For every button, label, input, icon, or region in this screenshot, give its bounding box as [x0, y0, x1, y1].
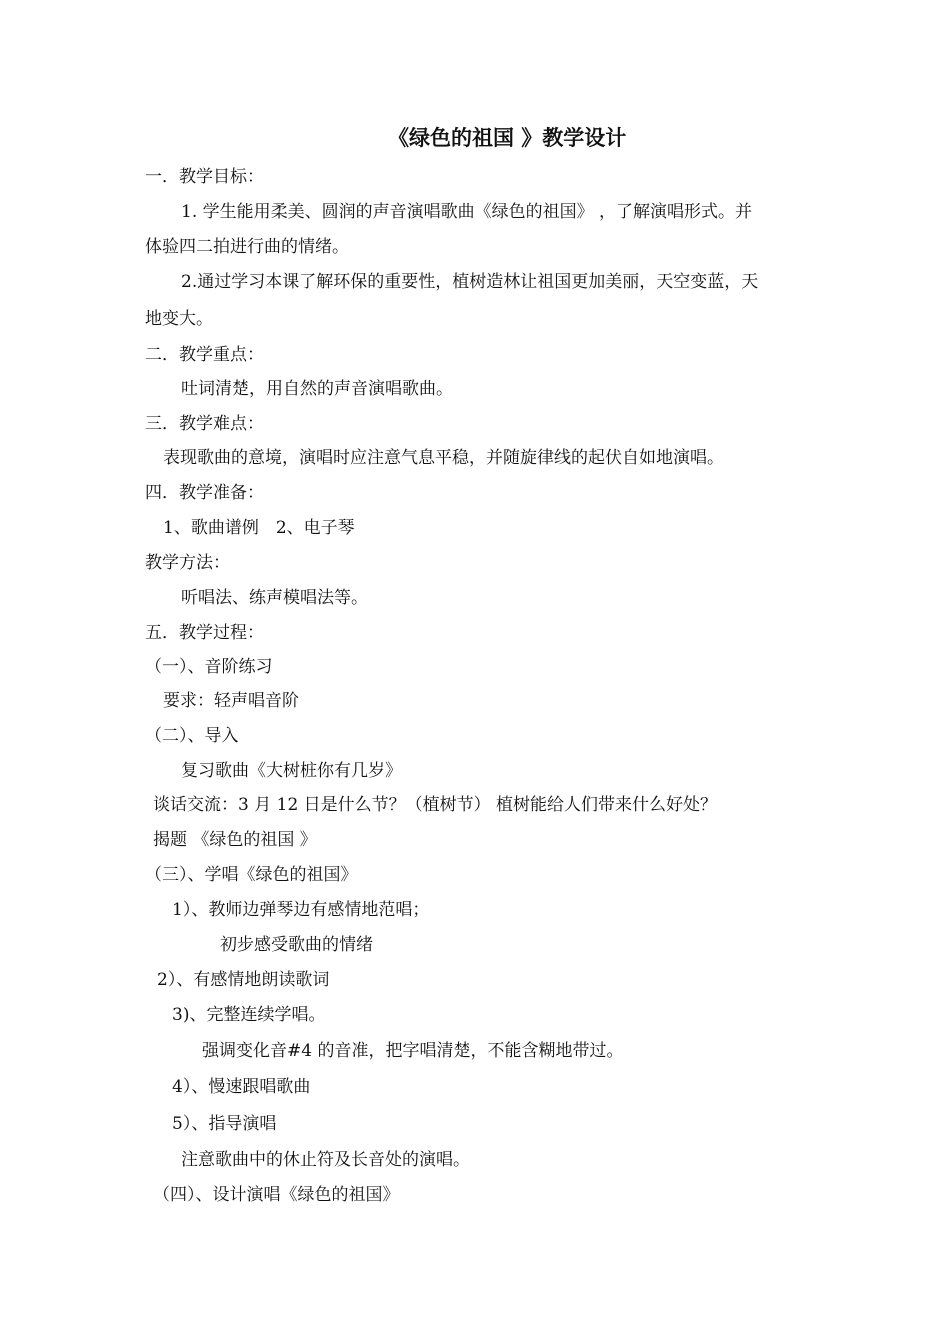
preparation-text: 1、歌曲谱例 2、电子琴 — [163, 518, 355, 538]
process-step-3-item-1: 1）、教师边弹琴边有感情地范唱； — [172, 900, 430, 920]
process-step-3-item-4: 4）、慢速跟唱歌曲 — [172, 1077, 311, 1097]
section-heading-key-points: 二．教学重点： — [145, 345, 264, 365]
process-step-1-text: 要求：轻声唱音阶 — [163, 691, 299, 711]
process-step-3-item-2: 2）、有感情地朗读歌词 — [157, 970, 330, 990]
process-step-3-item-3: 3)、完整连续学唱。 — [172, 1005, 326, 1025]
process-step-2-topic: 揭题 《绿色的祖国 》 — [153, 830, 317, 850]
process-step-3-heading: （三）、学唱《绿色的祖国》 — [145, 865, 358, 885]
process-step-4-heading: （四）、设计演唱《绿色的祖国》 — [153, 1185, 400, 1205]
process-step-3-item-5-note: 注意歌曲中的休止符及长音处的演唱。 — [181, 1150, 470, 1170]
difficulty-text: 表现歌曲的意境，演唱时应注意气息平稳，并随旋律线的起伏自如地演唱。 — [163, 448, 724, 468]
process-step-3-item-5: 5）、指导演唱 — [172, 1114, 277, 1134]
section-heading-preparation: 四．教学准备： — [145, 483, 264, 503]
objective-2-line-2: 地变大。 — [145, 309, 213, 329]
process-step-2-discussion: 谈话交流：3 月 12 日是什么节？（植树节） 植树能给人们带来什么好处？ — [153, 795, 718, 815]
document-title: 《绿色的祖国 》教学设计 — [388, 125, 627, 150]
process-step-2-heading: （二）、导入 — [145, 726, 239, 746]
section-heading-methods: 教学方法： — [145, 553, 230, 573]
key-point-text: 吐词清楚，用自然的声音演唱歌曲。 — [181, 379, 453, 399]
process-step-2-review: 复习歌曲《大树桩你有几岁》 — [181, 761, 402, 781]
process-step-3-item-1-note: 初步感受歌曲的情绪 — [220, 935, 373, 955]
process-step-3-item-3-note: 强调变化音#4 的音准，把字唱清楚，不能含糊地带过。 — [202, 1041, 624, 1061]
section-heading-objectives: 一．教学目标： — [145, 167, 264, 187]
methods-text: 听唱法、练声模唱法等。 — [181, 588, 368, 608]
objective-1-line-2: 体验四二拍进行曲的情绪。 — [145, 237, 349, 257]
objective-1-line-1: 1. 学生能用柔美、圆润的声音演唱歌曲《绿色的祖国》 ，了解演唱形式。并 — [181, 202, 753, 222]
objective-2-line-1: 2.通过学习本课了解环保的重要性，植树造林让祖国更加美丽，天空变蓝，天 — [181, 272, 759, 292]
section-heading-process: 五．教学过程： — [145, 623, 264, 643]
section-heading-difficulties: 三．教学难点： — [145, 414, 264, 434]
process-step-1-heading: （一）、音阶练习 — [145, 657, 273, 677]
